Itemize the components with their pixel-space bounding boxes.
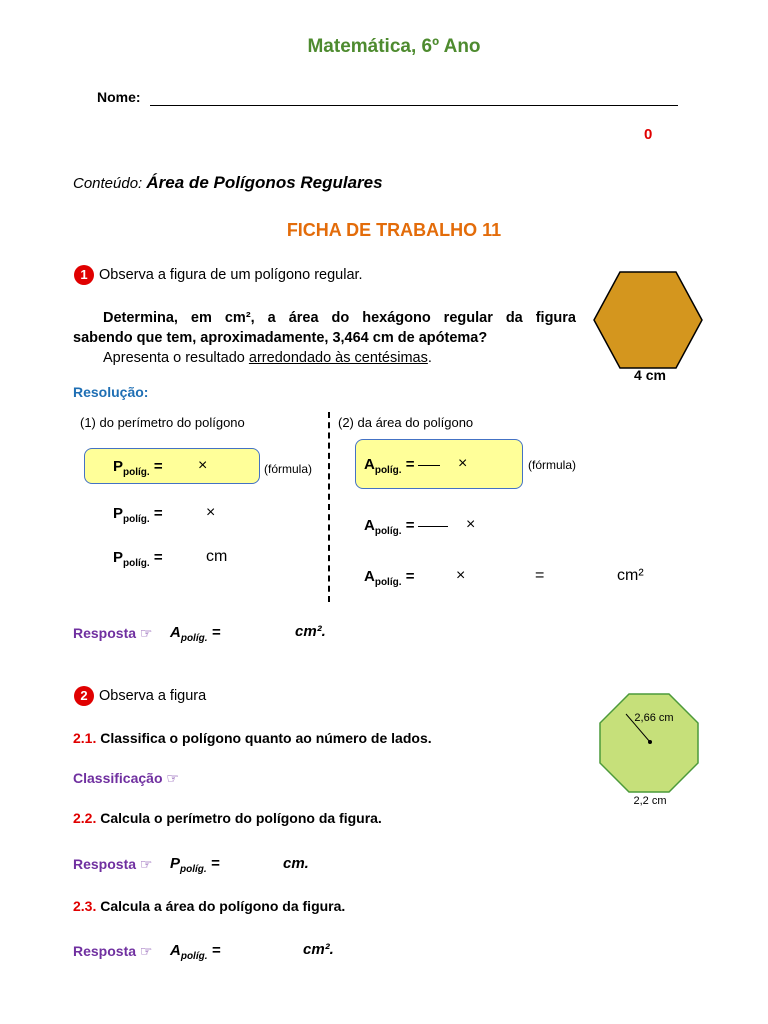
content-topic: Área de Polígonos Regulares bbox=[146, 173, 383, 192]
hexagon-side-label: 4 cm bbox=[634, 367, 666, 382]
perimeter-formula-note: (fórmula) bbox=[264, 462, 313, 476]
question-2-3: 2.3. Calcula a área do polígono da figura. bbox=[73, 898, 346, 914]
area-step-2-times: × bbox=[456, 567, 466, 584]
area-formula-symbol: $A_{políg.}$ = bbox=[364, 456, 444, 476]
octagon-figure bbox=[594, 692, 706, 810]
area-step-1-fraction-bar bbox=[418, 526, 448, 527]
answer-1-label: Resposta ☞ bbox=[73, 625, 153, 641]
question-1-intro-text: Observa a figura de um polígono regular. bbox=[99, 266, 363, 283]
perimeter-step-2: $P_{políg.}$ = bbox=[113, 549, 163, 569]
name-field-line[interactable] bbox=[150, 105, 678, 106]
question-2-1: 2.1. Classifica o polígono quanto ao número de lados. bbox=[73, 730, 432, 746]
question-2-intro bbox=[74, 686, 206, 706]
question-2-2: 2.2. Calcula o perímetro do polígono da figura. bbox=[73, 810, 382, 826]
question-2-intro-text: Observa a figura bbox=[99, 687, 207, 704]
question-1-line-1: Determina, em cm², a área do hexágono regular da figura bbox=[103, 310, 576, 326]
worksheet-title: FICHA DE TRABALHO 11 bbox=[286, 220, 502, 240]
name-label: Nome: bbox=[97, 89, 141, 105]
answer-2-2-unit: cm. bbox=[283, 855, 309, 872]
perimeter-formula-box bbox=[84, 448, 260, 484]
perimeter-unit: cm bbox=[206, 548, 228, 565]
classification-label: Classificação ☞ bbox=[73, 770, 179, 786]
answer-2-2-label: Resposta ☞ bbox=[73, 856, 153, 872]
answer-2-3-unit: cm². bbox=[303, 941, 334, 958]
question-1-line-3: Apresenta o resultado arredondado às centésimas. bbox=[103, 350, 432, 366]
area-formula-note: (fórmula) bbox=[528, 458, 577, 472]
area-step-2-equals: = bbox=[535, 567, 545, 584]
resolution-label: Resolução: bbox=[73, 384, 149, 400]
answer-1-symbol: $A_{políg.}$ = bbox=[170, 624, 221, 644]
answer-2-2-symbol: $P_{políg.}$ = bbox=[170, 855, 220, 875]
area-step-2: $A_{políg.}$ = bbox=[364, 568, 415, 588]
perimeter-section-title: (1) do perímetro do polígono bbox=[80, 415, 245, 430]
area-unit: cm² bbox=[617, 567, 644, 584]
area-step-1-times: × bbox=[466, 516, 476, 533]
hexagon-shape bbox=[594, 272, 702, 368]
answer-2-3-symbol: $A_{políg.}$ = bbox=[170, 942, 221, 962]
area-section-title: (2) da área do polígono bbox=[338, 415, 474, 430]
content-line bbox=[73, 173, 383, 193]
answer-1-unit: cm². bbox=[295, 623, 326, 640]
perimeter-formula-times: × bbox=[198, 457, 208, 474]
content-label: Conteúdo: bbox=[73, 175, 143, 192]
score-value: 0 bbox=[644, 126, 653, 143]
octagon-radius-label: 2,66 cm bbox=[634, 712, 674, 724]
answer-2-3-label: Resposta ☞ bbox=[73, 943, 153, 959]
question-1-number: 1 bbox=[74, 265, 94, 285]
octagon-center-dot bbox=[648, 740, 652, 744]
area-formula-fraction-bar bbox=[418, 465, 440, 466]
rounding-instruction: arredondado às centésimas bbox=[248, 350, 428, 366]
perimeter-step-1-times: × bbox=[206, 504, 216, 521]
perimeter-formula-symbol: $P_{políg.}$ = bbox=[113, 458, 163, 478]
page-title: Matemática, 6º Ano bbox=[307, 36, 481, 57]
area-step-1: $A_{políg.}$ = bbox=[364, 517, 452, 537]
question-2-number: 2 bbox=[74, 686, 94, 706]
hexagon-figure bbox=[592, 270, 704, 382]
question-1-statement bbox=[73, 308, 576, 368]
perimeter-step-1: $P_{políg.}$ = bbox=[113, 505, 163, 525]
column-divider bbox=[328, 412, 330, 602]
octagon-side-label: 2,2 cm bbox=[633, 795, 667, 807]
question-1-line-2: sabendo que tem, aproximadamente, 3,464 cm de apótema? bbox=[73, 330, 488, 346]
area-formula-times: × bbox=[458, 455, 468, 472]
question-1-intro bbox=[74, 265, 363, 285]
